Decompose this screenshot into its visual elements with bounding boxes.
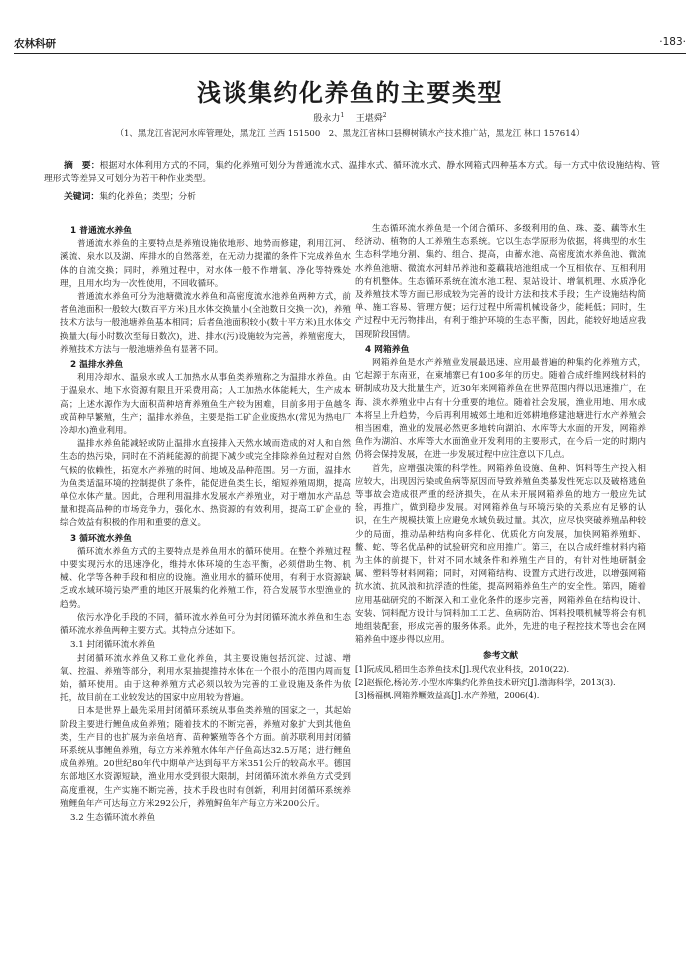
reference-list [355, 663, 646, 702]
subsection-heading: 3.1 封闭循环流水养鱼 [70, 640, 156, 651]
abstract [44, 160, 660, 186]
running-header [14, 36, 686, 52]
abstract-text: 根据对水体利用方式的不同，集约化养殖可划分为普通流水式、温排水式、循环流水式、静水网箱式四种基本方式。每一方式中依设施结构、管理形式等差异又可划分为若干种作业类型。 [44, 161, 660, 184]
body-paragraph: 普通流水养鱼可分为池塘微流水养鱼和高密度流水池养鱼两种方式，前者鱼池面积一般较大(数百平方米)且水体交换量小(全池数日交换一次)，养殖技术方法与一般池塘养鱼基本相同；后者鱼池面积较小(数十平方米)且水体交换量大(每小时数次至每日数次)，进、排水(污)设施较为完善，养殖密度大，养殖技术方法与一般池塘养鱼有显著不同。 [60, 292, 351, 355]
body-paragraph: 首先，应增强决策的科学性。网箱养鱼设施、鱼种、饵料等生产投入相应较大，出现因污染或鱼病等原因而导致养殖鱼类暴发性死忘以及破格逃鱼等事故会造成很严重的经济损失，在从未开展网箱养鱼的地方一般应先试验，再推广，做到稳步发展。对网箱养鱼与环境污染的关系应有足够的认识，在生产规模扶策上应避免水域负载过量。其次，应尽快突破养殖品种较少的局面，推动品种结构向多样化、优质化方向发展，加快网箱养殖虾、鳖、蛇、等名优品种的试验研究和应用推广。第三，在以合成纤维材料内箱为主体的前提下，针对不同水域条件和养殖生产目的，有针对性地研制金属、塑料等材料网箱；同时，对网箱结构、设置方式进行改进，以增强网箱抗水流、抗风浪和抗浮渣的性能，提高网箱养鱼生产的安全性。第四，随着应用基础研究的不断深入和工业化条件的逐步完善，网箱养鱼在结构设计、安装、饲料配方设计与饲料加工工艺、鱼病防治、饵料投喂机械等将会有机地组装配套，形成完善的服务体系。此外，先进的电子程控技术等也会在网箱养鱼中逐步得以应用。 [355, 463, 646, 646]
header-rule [14, 53, 686, 54]
keywords-text: 集约化养鱼；类型；分析 [99, 192, 196, 202]
keywords [64, 189, 196, 202]
author-mark: 1 [340, 112, 345, 119]
body-paragraph: 封闭循环流水养鱼又称工业化养鱼，其主要设施包括沉淀、过滤、增氧、控温、养殖等部分，利用水泵抽提推持水体在一个很小的范围内周而复始，循环使用。由于这种养殖方式必须以较为完善的工业设施及条件为依托，故目前在工业较发达的国家中应用较为普遍。 [60, 653, 351, 704]
left-column [60, 223, 351, 825]
body-paragraph: 普通流水养鱼的主要特点是养殖设施依地形、地势而修建，利用江河、溪流、泉水以及湖、库排水的自然落差，在无动力提灌的条件下完成养鱼水体的自流交换；同时，养殖过程中，对水体一般不作增氧、净化等特殊处理，且用水均为一次性使用，不回收循环。 [60, 239, 351, 289]
article-title: 浅谈集约化养鱼的主要类型 [197, 78, 503, 107]
body-paragraph: 循环流水养鱼方式的主要特点是养鱼用水的循环使用。在整个养殖过程中要实现污水的迅速净化，维持水体环境的生态平衡，必须借助生物、机械、化学等各种手段和相应的设施。渔业用水的循环使用，有利于水资源缺乏或水域环境污染严重的地区开展集约化养殖工作，符合发展节水型渔业的趋势。 [60, 546, 351, 610]
right-column [355, 223, 646, 702]
author-name: 王堪舜 [355, 114, 383, 124]
page-number: ·183· [659, 36, 686, 48]
affiliations: （1、黑龙江省泥河水库管理处，黑龙江 兰西 151500 2、黑龙江省林口县柳树镇水产技术推广站，黑龙江 林口 157614） [115, 129, 585, 139]
section-heading: 1 普通流水养鱼 [70, 226, 132, 236]
reference-item: [2]赵振伦,杨沁芳.小型水库集约化养鱼技术研究[J].渤海科学，2013(3). [355, 676, 616, 687]
body-paragraph: 网箱养鱼是水产养殖业发展最迅速、应用最普遍的种集约化养殖方式，它起源于东南亚，在柬埔寨已有100多年的历史。随着合成纤维网线材料的研制成功及大批量生产，近30年来网箱养鱼在世界范围内得以迅速推广，在海、淡水养殖业中占有十分重要的地位。随着社会发展，渔业用地、用水成本将呈上升趋势，今后再利用城郊土地和近郊耕地修建池塘进行水产养殖会相当困难，渔业的发展必然更多地转向湖泊、水库等大水面的开发，网箱养鱼作为湖泊、水库等大水面渔业开发利用的主要形式，在今后一定的时期内仍将会保持发展，在进一步发展过程中应注意以下几点。 [355, 358, 646, 461]
section-heading: 3 循环流水养鱼 [70, 533, 132, 544]
journal-name: 农林科研 [14, 38, 56, 50]
subsection-heading: 3.2 生态循环流水养鱼 [70, 812, 156, 823]
body-paragraph: 温排水养鱼能减轻或防止温排水直接排入天然水域而造成的对人和自然生态的热污染，同时在不消耗能源的前提下减少或完全排除养鱼过程对自然气候的依赖性，拓宽水产养殖的时间、地域及品种范围。另一方面，温排水为鱼类适温环境的控制提供了条件，能促进鱼类生长，缩短养殖周期，提高单位水体产量。因此，合理利用温排水发展水产养殖业，对于增加水产品总量和提高品种的市场竞争力，强化水、热资源的有效利用，提高工矿企业的综合效益有积极的作用和重要的意义。 [60, 439, 351, 529]
reference-item: [3]杨福枫.网箱养鳜效益高[J].水产养殖，2006(4). [355, 689, 540, 700]
section-heading: 4 网箱养鱼 [365, 344, 410, 355]
keywords-label: 关键词： [64, 192, 100, 202]
reference-item: [1]阮成凤,稻田生态养鱼技术[J].现代农业科技，2010(22). [355, 663, 570, 674]
body-paragraph: 日本是世界上最先采用封闭循环系统从事鱼类养殖的国家之一，其起始阶段主要进行鲤鱼成鱼养殖；随着技术的不断完善，养殖对象扩大到其他鱼类，生产目的也扩展为亲鱼培育、苗种繁殖等各个方面。前苏联利用封闭循环系统从事鲤鱼养殖，每立方米养殖水体年产仔鱼高达32.5万尾；进行鲤鱼成鱼养殖。20世纪80年代中期单产达到每平方米351公斤的较高水平。德国东部地区水资源短缺，渔业用水受到很大限制，封闭循环流水养鱼方式受到高度重视，生产实施不断完善，技术手段也时有创新，利用封闭循环系统养殖鲤鱼年产可达每立方米292公斤，养殖鲟鱼年产每立方米200公斤。 [60, 706, 351, 809]
author-name: 殷永力 [313, 114, 341, 124]
body-paragraph: 依污水净化手段的不同，循环流水养鱼可分为封闭循环流水养鱼和生态循环流水养鱼两种主要方式。其特点分述如下。 [60, 612, 351, 637]
abstract-label: 摘 要： [64, 161, 100, 171]
section-heading: 2 温排水养鱼 [70, 360, 124, 371]
author-line [0, 111, 700, 124]
references-heading: 参考文献 [482, 650, 519, 661]
body-paragraph: 利用冷却水、温泉水或人工加热水从事鱼类养殖称之为温排水养鱼。由于温泉水、地下水资源有限且开采费用高；人工加热水体能耗大，生产成本高；上述水源作为大面积苗种培育养殖鱼生产较为困难，目前多用于鱼越冬或苗种早繁殖，生产；温排水养鱼，主要是指工矿企业废热水(常见为热电厂冷却水)渔业利用。 [60, 373, 351, 437]
body-paragraph: 生态循环流水养鱼是一个闭合循环、多级利用的鱼、珠、菱、藕等水生经济动、植物的人工养殖生态系统。它以生态学原形为依据，将典型的水生生态科学地分割、集约、组合、提高，由蓄水池、高密度流水养鱼池、微流水养鱼池塘、微流水河蚌吊养池和菱藕栽培池组成一个互相依存、互相利用的有机整体。生态循环系统在流水池工程、泵站设计、增氧机理、水质净化及养殖技术等方面已形成较为完善的设计方法和技术手段；生产设施结构简单、施工容易、管理方便；运行过程中所需机械设备少，能耗低；同时，生产过程中无污物排出，有利于维护环境的生态平衡，因此，能较好地适应我国现阶段国情。 [355, 224, 646, 340]
author-mark: 2 [382, 112, 387, 119]
